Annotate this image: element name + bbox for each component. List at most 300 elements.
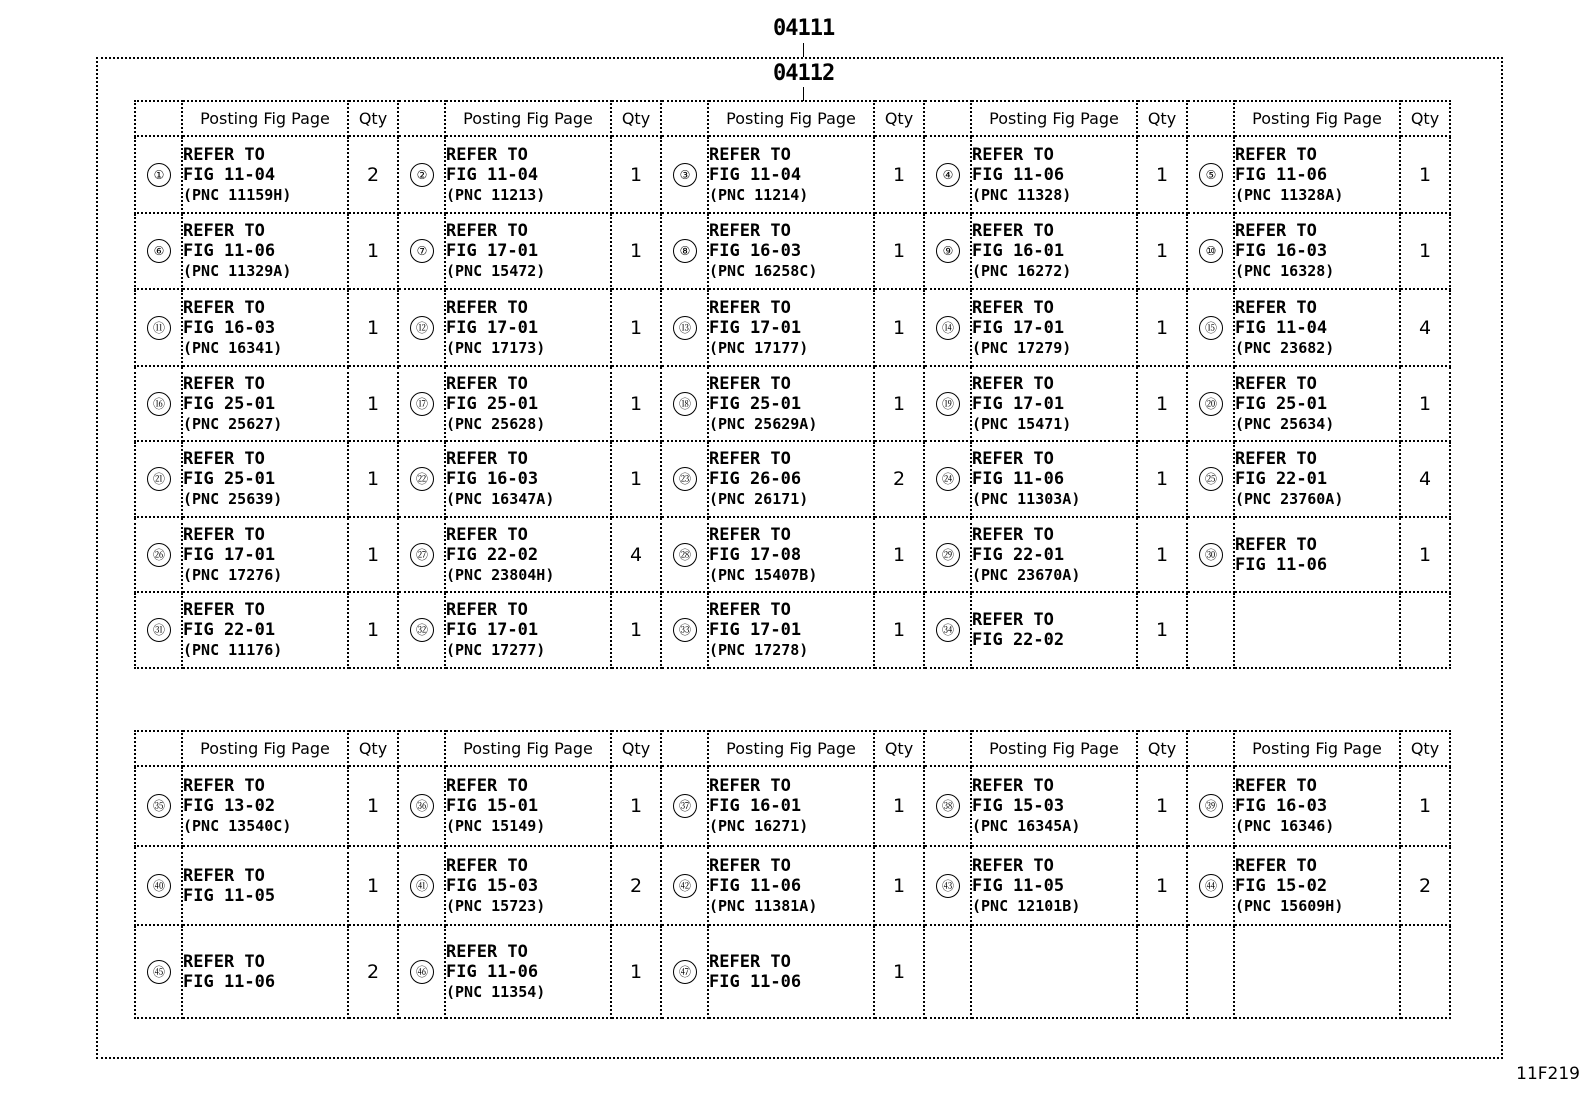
reference-text: FIG 11-06 (183, 241, 276, 261)
pnc-text: (PNC 25634) (1235, 414, 1335, 433)
pnc-text: (PNC 17277) (446, 641, 546, 659)
reference-text: FIG 16-03 (183, 317, 276, 338)
reference-cell (445, 289, 611, 366)
reference-text: FIG 25-01 (446, 393, 539, 414)
pnc-text: (PNC 11328) (972, 185, 1072, 204)
reference-text: FIG 25-01 (709, 393, 802, 414)
qty-cell: 1 (611, 366, 661, 441)
reference-text: FIG 17-01 (446, 620, 539, 640)
pnc-text: (PNC 17278) (709, 641, 809, 659)
qty-cell: 2 (348, 136, 398, 213)
callout-circle: ㉝ (673, 618, 697, 642)
callout-number (661, 517, 708, 592)
table-row (135, 441, 1450, 517)
callout-number (924, 517, 971, 592)
reference-text: REFER TO (446, 373, 528, 394)
reference-cell (445, 366, 611, 441)
header-row (135, 731, 1450, 766)
callout-circle: ㊸ (936, 874, 960, 898)
qty-cell: 1 (348, 592, 398, 668)
reference-cell (1234, 136, 1400, 213)
pnc-text: (PNC 12101B) (972, 896, 1081, 915)
qty-cell: 1 (874, 213, 924, 289)
reference-text: REFER TO (183, 449, 265, 469)
reference-cell (971, 366, 1137, 441)
reference-cell (1234, 213, 1400, 289)
reference-text: FIG 15-03 (972, 796, 1065, 816)
reference-text: FIG 26-06 (709, 469, 802, 489)
pnc-text: (PNC 25627) (183, 414, 283, 433)
header-posting: Posting Fig Page (182, 101, 348, 136)
callout-number (661, 846, 708, 925)
pnc-text: (PNC 13540C) (183, 817, 292, 835)
pnc-text: (PNC 25629A) (709, 414, 818, 433)
reference-cell (445, 441, 611, 517)
callout-circle: ㊴ (1199, 794, 1223, 818)
pnc-text: (PNC 16347A) (446, 490, 555, 508)
reference-text: FIG 22-02 (446, 544, 539, 565)
pnc-text: (PNC 17276) (183, 565, 283, 584)
callout-circle: ㉖ (147, 543, 171, 567)
pnc-text: (PNC 11329A) (183, 262, 292, 280)
reference-text: FIG 15-02 (1235, 875, 1328, 896)
pnc-text: (PNC 23760A) (1235, 490, 1344, 508)
callout-circle: ㊹ (1199, 874, 1223, 898)
pnc-text: (PNC 11213) (446, 185, 546, 204)
callout-number (661, 289, 708, 366)
callout-number (1187, 846, 1234, 925)
reference-text: REFER TO (446, 144, 528, 165)
reference-text: FIG 16-03 (1235, 796, 1328, 816)
callout-circle: ⑨ (936, 239, 960, 263)
reference-cell (1234, 366, 1400, 441)
qty-cell: 1 (348, 846, 398, 925)
callout-number (398, 289, 445, 366)
callout-number (661, 213, 708, 289)
qty-cell (1400, 592, 1450, 668)
reference-text: REFER TO (1235, 144, 1317, 165)
header-posting: Posting Fig Page (708, 101, 874, 136)
callout-circle: ④ (936, 163, 960, 187)
reference-text: FIG 16-03 (709, 241, 802, 261)
qty-cell: 1 (611, 592, 661, 668)
callout-number (398, 766, 445, 846)
reference-cell (1234, 289, 1400, 366)
qty-cell: 1 (1137, 592, 1187, 668)
callout-circle: ㉜ (410, 618, 434, 642)
callout-circle: ③ (673, 163, 697, 187)
reference-cell (708, 441, 874, 517)
callout-circle: ② (410, 163, 434, 187)
reference-cell (708, 592, 874, 668)
qty-cell: 2 (1400, 846, 1450, 925)
reference-text: REFER TO (972, 776, 1054, 796)
callout-number (661, 592, 708, 668)
callout-number (398, 925, 445, 1018)
label-04111: 04111 (773, 16, 835, 41)
table-row (135, 213, 1450, 289)
callout-number (1187, 517, 1234, 592)
reference-cell (971, 441, 1137, 517)
reference-cell (971, 136, 1137, 213)
header-qty: Qty (1400, 731, 1450, 766)
reference-cell (182, 441, 348, 517)
reference-text: FIG 11-06 (709, 875, 802, 896)
qty-cell: 1 (1400, 766, 1450, 846)
header-blank (1187, 731, 1234, 766)
callout-circle: ⑰ (410, 392, 434, 416)
pnc-text: (PNC 11214) (709, 185, 809, 204)
callout-number (398, 592, 445, 668)
reference-text: FIG 25-01 (183, 469, 276, 489)
callout-number (661, 441, 708, 517)
header-blank (135, 101, 182, 136)
reference-cell (1234, 766, 1400, 846)
qty-cell (1137, 925, 1187, 1018)
callout-circle: ⑦ (410, 239, 434, 263)
pnc-text: (PNC 23682) (1235, 338, 1335, 357)
reference-text: FIG 11-06 (1235, 554, 1328, 575)
reference-text: REFER TO (446, 776, 528, 796)
leader-line-04111 (803, 43, 804, 57)
qty-cell: 1 (611, 213, 661, 289)
callout-circle: ㊲ (673, 794, 697, 818)
callout-circle: ⑯ (147, 392, 171, 416)
callout-number (924, 592, 971, 668)
qty-cell: 1 (348, 766, 398, 846)
qty-cell: 1 (874, 592, 924, 668)
reference-text: REFER TO (709, 524, 791, 545)
reference-text: FIG 11-06 (972, 164, 1065, 185)
pnc-text: (PNC 11303A) (972, 490, 1081, 508)
reference-cell (445, 592, 611, 668)
reference-text: REFER TO (1235, 855, 1317, 876)
callout-number (135, 213, 182, 289)
pnc-text: (PNC 23804H) (446, 565, 555, 584)
reference-text: FIG 17-01 (446, 317, 539, 338)
reference-text: FIG 22-01 (183, 620, 276, 640)
callout-number (924, 441, 971, 517)
qty-cell: 1 (1137, 441, 1187, 517)
reference-cell (971, 846, 1137, 925)
header-qty: Qty (874, 101, 924, 136)
reference-text: FIG 22-01 (972, 544, 1065, 565)
reference-text: REFER TO (1235, 449, 1317, 469)
reference-cell (1234, 846, 1400, 925)
reference-text: REFER TO (709, 297, 791, 318)
callout-circle: ㉗ (410, 543, 434, 567)
reference-text: FIG 11-06 (183, 971, 276, 992)
reference-cell (971, 289, 1137, 366)
reference-text: FIG 13-02 (183, 796, 276, 816)
reference-text: FIG 11-06 (709, 971, 802, 992)
pnc-text: (PNC 25628) (446, 414, 546, 433)
header-qty: Qty (874, 731, 924, 766)
callout-number (1187, 289, 1234, 366)
reference-cell (445, 846, 611, 925)
callout-number (398, 366, 445, 441)
qty-cell: 1 (1137, 517, 1187, 592)
reference-text: FIG 17-08 (709, 544, 802, 565)
header-posting: Posting Fig Page (971, 731, 1137, 766)
callout-circle: ㉒ (410, 467, 434, 491)
reference-text: REFER TO (709, 373, 791, 394)
reference-cell (182, 846, 348, 925)
callout-circle: ㊻ (410, 960, 434, 984)
reference-text: REFER TO (183, 221, 265, 241)
reference-text: REFER TO (183, 951, 265, 972)
qty-cell: 1 (874, 136, 924, 213)
callout-circle: ⑩ (1199, 239, 1223, 263)
reference-text: FIG 17-01 (972, 317, 1065, 338)
callout-circle: ㉕ (1199, 467, 1223, 491)
qty-cell: 1 (1137, 136, 1187, 213)
callout-circle: ⑪ (147, 316, 171, 340)
qty-cell: 1 (1400, 136, 1450, 213)
reference-text: REFER TO (446, 855, 528, 876)
callout-number (398, 441, 445, 517)
pnc-text: (PNC 16272) (972, 262, 1072, 280)
reference-cell (1234, 592, 1400, 668)
pnc-text: (PNC 11176) (183, 641, 283, 659)
reference-cell (182, 213, 348, 289)
callout-circle: ㊱ (410, 794, 434, 818)
reference-text: FIG 17-01 (709, 317, 802, 338)
reference-text: REFER TO (183, 524, 265, 545)
callout-circle: ㉚ (1199, 543, 1223, 567)
header-blank (135, 731, 182, 766)
callout-number (135, 846, 182, 925)
reference-cell (708, 136, 874, 213)
reference-text: FIG 16-03 (446, 469, 539, 489)
qty-cell: 2 (611, 846, 661, 925)
reference-cell (708, 846, 874, 925)
header-qty: Qty (1137, 101, 1187, 136)
reference-text: FIG 16-03 (1235, 241, 1328, 261)
header-blank (1187, 101, 1234, 136)
table-row (135, 517, 1450, 592)
header-blank (661, 101, 708, 136)
header-posting: Posting Fig Page (1234, 101, 1400, 136)
pnc-text: (PNC 15149) (446, 817, 546, 835)
reference-cell (445, 136, 611, 213)
callout-number (135, 441, 182, 517)
pnc-text: (PNC 15609H) (1235, 896, 1344, 915)
callout-circle: ⑬ (673, 316, 697, 340)
qty-cell: 4 (1400, 441, 1450, 517)
callout-circle: ⑮ (1199, 316, 1223, 340)
callout-number (135, 366, 182, 441)
reference-text: FIG 11-06 (972, 469, 1065, 489)
reference-text: FIG 11-04 (183, 164, 276, 185)
reference-text: FIG 25-01 (1235, 393, 1328, 414)
reference-text: REFER TO (1235, 221, 1317, 241)
reference-text: REFER TO (709, 600, 791, 620)
callout-number (661, 766, 708, 846)
callout-circle: ⑤ (1199, 163, 1223, 187)
qty-cell: 1 (874, 925, 924, 1018)
pnc-text: (PNC 25639) (183, 490, 283, 508)
reference-cell (182, 925, 348, 1018)
header-qty: Qty (611, 101, 661, 136)
reference-cell (445, 517, 611, 592)
callout-circle: ㊶ (410, 874, 434, 898)
qty-cell: 1 (348, 213, 398, 289)
reference-table-1 (134, 100, 1451, 669)
callout-circle: ㉟ (147, 794, 171, 818)
reference-text: REFER TO (446, 524, 528, 545)
qty-cell: 2 (348, 925, 398, 1018)
reference-cell (182, 517, 348, 592)
reference-text: REFER TO (1235, 297, 1317, 318)
callout-number (661, 136, 708, 213)
reference-cell (445, 213, 611, 289)
reference-cell (445, 925, 611, 1018)
reference-text: REFER TO (183, 776, 265, 796)
callout-number (135, 517, 182, 592)
reference-text: REFER TO (183, 144, 265, 165)
reference-cell (971, 517, 1137, 592)
reference-cell (182, 366, 348, 441)
reference-cell (971, 213, 1137, 289)
header-blank (398, 101, 445, 136)
reference-text: FIG 17-01 (972, 393, 1065, 414)
qty-cell: 1 (348, 289, 398, 366)
callout-number (924, 766, 971, 846)
header-posting: Posting Fig Page (1234, 731, 1400, 766)
reference-cell (1234, 925, 1400, 1018)
pnc-text: (PNC 17173) (446, 338, 546, 357)
reference-text: REFER TO (1235, 534, 1317, 555)
header-posting: Posting Fig Page (708, 731, 874, 766)
leader-line-04112 (803, 87, 804, 101)
qty-cell: 1 (348, 441, 398, 517)
reference-cell (708, 925, 874, 1018)
callout-circle: ㊵ (147, 874, 171, 898)
reference-cell (445, 766, 611, 846)
callout-circle: ㉓ (673, 467, 697, 491)
reference-cell (708, 289, 874, 366)
callout-circle: ㉑ (147, 467, 171, 491)
callout-number (924, 289, 971, 366)
callout-circle: ⑧ (673, 239, 697, 263)
reference-text: FIG 11-06 (446, 961, 539, 982)
header-posting: Posting Fig Page (445, 101, 611, 136)
reference-text: REFER TO (972, 524, 1054, 545)
reference-text: REFER TO (183, 373, 265, 394)
header-qty: Qty (1137, 731, 1187, 766)
callout-number (398, 213, 445, 289)
reference-cell (708, 517, 874, 592)
qty-cell: 4 (1400, 289, 1450, 366)
qty-cell: 1 (874, 517, 924, 592)
callout-circle: ㊺ (147, 960, 171, 984)
header-qty: Qty (1400, 101, 1450, 136)
header-row (135, 101, 1450, 136)
diagram-code: 11F219 (1516, 1064, 1580, 1084)
reference-cell (182, 136, 348, 213)
qty-cell: 1 (611, 136, 661, 213)
callout-number (1187, 592, 1234, 668)
reference-text: REFER TO (183, 600, 265, 620)
reference-cell (971, 592, 1137, 668)
callout-circle: ⑫ (410, 316, 434, 340)
pnc-text: (PNC 16258C) (709, 262, 818, 280)
callout-number (1187, 766, 1234, 846)
reference-text: REFER TO (1235, 373, 1317, 394)
qty-cell: 1 (874, 846, 924, 925)
reference-cell (1234, 441, 1400, 517)
reference-text: REFER TO (446, 600, 528, 620)
callout-circle: ⑲ (936, 392, 960, 416)
reference-text: FIG 11-04 (446, 164, 539, 185)
callout-circle: ⑭ (936, 316, 960, 340)
pnc-text: (PNC 16271) (709, 817, 809, 835)
reference-text: FIG 15-03 (446, 875, 539, 896)
qty-cell: 1 (348, 366, 398, 441)
pnc-text: (PNC 16341) (183, 338, 283, 357)
reference-text: REFER TO (183, 297, 265, 318)
reference-cell (971, 925, 1137, 1018)
table-row (135, 846, 1450, 925)
reference-text: FIG 11-04 (709, 164, 802, 185)
reference-text: FIG 15-01 (446, 796, 539, 816)
qty-cell (1400, 925, 1450, 1018)
reference-cell (182, 766, 348, 846)
pnc-text: (PNC 11159H) (183, 185, 292, 204)
pnc-text: (PNC 17279) (972, 338, 1072, 357)
reference-cell (971, 766, 1137, 846)
callout-circle: ㊷ (673, 874, 697, 898)
reference-cell (1234, 517, 1400, 592)
reference-text: REFER TO (709, 449, 791, 469)
callout-number (661, 925, 708, 1018)
reference-text: REFER TO (446, 449, 528, 469)
callout-circle: ㉙ (936, 543, 960, 567)
reference-text: REFER TO (709, 951, 791, 972)
reference-text: REFER TO (709, 855, 791, 876)
header-qty: Qty (611, 731, 661, 766)
reference-text: FIG 16-01 (709, 796, 802, 816)
qty-cell: 1 (1137, 766, 1187, 846)
qty-cell: 1 (1137, 366, 1187, 441)
callout-circle: ⑱ (673, 392, 697, 416)
reference-text: REFER TO (972, 855, 1054, 876)
qty-cell: 1 (348, 517, 398, 592)
callout-number (135, 592, 182, 668)
callout-number (1187, 136, 1234, 213)
header-blank (924, 731, 971, 766)
header-qty: Qty (348, 101, 398, 136)
reference-text: REFER TO (446, 221, 528, 241)
qty-cell: 2 (874, 441, 924, 517)
reference-text: REFER TO (709, 221, 791, 241)
pnc-text: (PNC 15472) (446, 262, 546, 280)
reference-text: REFER TO (972, 297, 1054, 318)
callout-number (1187, 366, 1234, 441)
pnc-text: (PNC 23670A) (972, 565, 1081, 584)
reference-text: FIG 11-05 (972, 875, 1065, 896)
table-row (135, 925, 1450, 1018)
reference-text: REFER TO (1235, 776, 1317, 796)
reference-text: FIG 16-01 (972, 241, 1065, 261)
callout-number (924, 846, 971, 925)
table-row (135, 766, 1450, 846)
qty-cell: 1 (611, 766, 661, 846)
callout-number (1187, 213, 1234, 289)
table-row (135, 136, 1450, 213)
callout-number (398, 136, 445, 213)
